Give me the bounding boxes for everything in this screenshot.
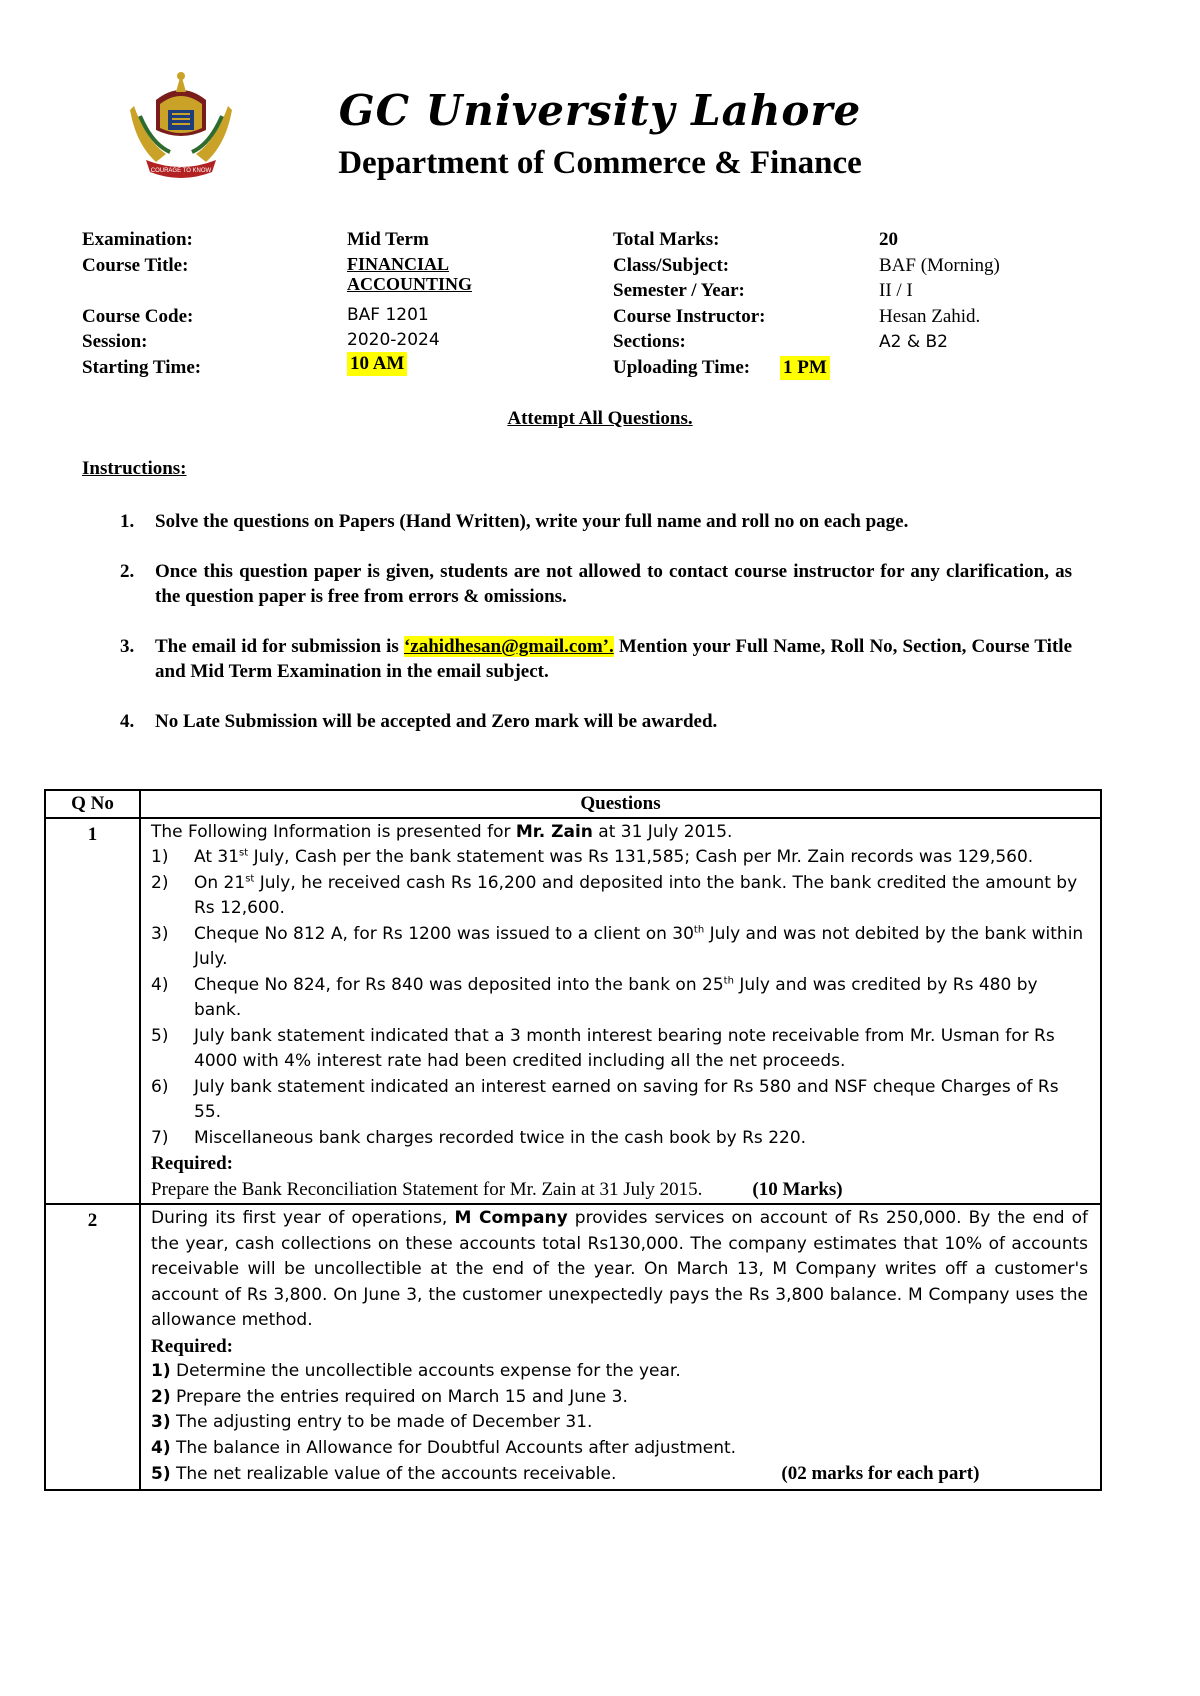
submission-email: ‘zahidhesan@gmail.com’.: [403, 636, 614, 657]
part-number: 1): [151, 1361, 171, 1381]
table-row: [45, 1204, 1101, 1490]
item-text-rest: July and was credited by Rs 480 by bank.: [194, 974, 1038, 1020]
part-text: Determine the uncollectible accounts expense for the year.: [170, 1361, 681, 1381]
item-number: 7): [151, 1127, 169, 1148]
paragraph-text: During its first year of operations,: [151, 1208, 455, 1228]
list-item: [151, 845, 1088, 871]
instructor-label: Course Instructor:: [613, 306, 766, 327]
part-text: The net realizable value of the accounts receivable.: [170, 1464, 617, 1484]
item-number: 5): [151, 1025, 169, 1046]
question-intro: [151, 820, 1088, 846]
col-header-qno: Q No: [45, 790, 140, 818]
item-text: July bank statement indicated that a 3 month interest bearing note receivable from Mr. Usman for Rs 4000 with 4% interest rate had been credited including all the net proceeds.: [194, 1025, 1055, 1071]
instruction-item: [82, 559, 1072, 609]
item-text: On 21: [194, 872, 246, 893]
semester-value: II / I: [879, 280, 913, 301]
question-body: [140, 818, 1101, 1205]
instruction-item: [82, 509, 1072, 534]
item-text-rest: July, he received cash Rs 16,200 and deposited into the bank. The bank credited the amount by Rs 12,600.: [194, 872, 1078, 918]
table-header-row: [45, 790, 1101, 818]
instruction-number: 3.: [120, 636, 135, 657]
instruction-number: 1.: [120, 511, 135, 532]
class-subject-label: Class/Subject:: [613, 255, 730, 276]
question-number: 1: [45, 818, 140, 1205]
session-label: Session:: [82, 331, 148, 352]
list-item: [151, 973, 1088, 1024]
questions-table: [44, 789, 1102, 1491]
item-text: Miscellaneous bank charges recorded twice in the cash book by Rs 220.: [194, 1127, 807, 1148]
part-number: 4): [151, 1437, 171, 1458]
instruction-item: [82, 709, 1072, 734]
semester-label: Semester / Year:: [613, 280, 745, 301]
instructions-heading: Instructions:: [82, 458, 187, 479]
question-number: 2: [45, 1204, 140, 1490]
intro-name: Mr. Zain: [515, 821, 593, 842]
question-items: [151, 845, 1088, 1151]
instruction-text-after: Mention your Full Name, Roll No, Section, Course Title and Mid Term Examination in the email subject.: [155, 636, 1072, 682]
item-text: Cheque No 812 A, for Rs 1200 was issued to a client on 30: [194, 923, 694, 944]
starting-time-label: Starting Time:: [82, 357, 202, 378]
intro-text: The Following Information is presented for: [151, 821, 516, 842]
course-title-value: FINANCIAL ACCOUNTING: [347, 254, 473, 294]
item-text: July bank statement indicated an interest earned on saving for Rs 580 and NSF cheque Charges of Rs 55.: [194, 1076, 1059, 1122]
item-number: 2): [151, 872, 169, 893]
list-item: [151, 1436, 1088, 1462]
svg-text:COURAGE TO KNOW: COURAGE TO KNOW: [150, 168, 212, 174]
question-body: [140, 1204, 1101, 1490]
required-text: Prepare the Bank Reconciliation Statement for Mr. Zain at 31 July 2015.: [151, 1178, 703, 1200]
required-text-row: [151, 1177, 1088, 1203]
examination-label: Examination:: [82, 229, 193, 250]
item-text-rest: July, Cash per the bank statement was Rs 131,585; Cash per Mr. Zain records was 129,560.: [248, 847, 1034, 867]
list-item: [151, 1385, 1088, 1411]
uploading-time-label: Uploading Time:: [613, 357, 751, 378]
list-item: [151, 1359, 1088, 1385]
item-number: 1): [151, 847, 169, 867]
uploading-time-value: 1 PM: [780, 356, 830, 380]
required-label: Required:: [151, 1153, 233, 1174]
item-text: At 31: [194, 847, 240, 867]
instruction-text: Once this question paper is given, students are not allowed to contact course instructor for any clarification, as the question paper is free from errors & omissions.: [155, 561, 1072, 607]
instruction-text-before: The email id for submission is: [155, 636, 404, 657]
item-sup: th: [693, 923, 705, 935]
part-number: 5): [151, 1464, 171, 1484]
department-title: Department of Commerce & Finance: [338, 145, 862, 181]
item-sup: th: [723, 974, 734, 986]
list-item: [151, 1024, 1088, 1075]
list-item: [151, 1461, 1088, 1488]
instruction-text: No Late Submission will be accepted and Zero mark will be awarded.: [155, 711, 718, 732]
item-sup: st: [245, 872, 255, 884]
question-paragraph: [151, 1206, 1088, 1334]
instructor-value: Hesan Zahid.: [879, 306, 981, 327]
paragraph-text-rest: provides services on account of Rs 250,000. By the end of the year, cash collections on these accounts total Rs130,000. The company estimates that 10% of accounts receivable will be uncollectible at the end of the year. On March 13, M Company writes off a customer's account of Rs 3,800. On June 3, the customer unexpectedly pays the Rs 3,800 balance. M Company uses the allowance method.: [151, 1208, 1088, 1330]
instruction-number: 4.: [120, 711, 135, 732]
part-text: The balance in Allowance for Doubtful Accounts after adjustment.: [170, 1437, 737, 1458]
list-item: [151, 871, 1088, 922]
course-code-label: Course Code:: [82, 306, 194, 327]
col-header-questions: Questions: [140, 790, 1101, 818]
part-number: 2): [151, 1386, 171, 1407]
part-text: The adjusting entry to be made of December 31.: [170, 1412, 593, 1432]
instruction-item: [82, 634, 1072, 684]
list-item: [151, 1410, 1088, 1436]
company-name: M Company: [454, 1208, 568, 1228]
instruction-text: Solve the questions on Papers (Hand Written), write your full name and roll no on each page.: [155, 511, 909, 532]
marks-label: (10 Marks): [752, 1178, 843, 1200]
total-marks-label: Total Marks:: [613, 229, 720, 250]
part-text: Prepare the entries required on March 15 and June 3.: [170, 1386, 628, 1407]
attempt-all-heading: Attempt All Questions.: [507, 408, 693, 429]
intro-date: at 31 July 2015.: [592, 821, 733, 842]
instruction-number: 2.: [120, 561, 135, 582]
marks-label: (02 marks for each part): [781, 1463, 980, 1484]
course-title-label: Course Title:: [82, 255, 189, 276]
sections-label: Sections:: [613, 331, 686, 352]
list-item: [151, 1126, 1088, 1152]
item-sup: st: [239, 847, 249, 859]
part-number: 3): [151, 1412, 171, 1432]
sections-value: A2 & B2: [879, 332, 948, 352]
item-text-rest: July and was not debited by the bank within July.: [194, 923, 1084, 969]
course-code-value: BAF 1201: [347, 305, 429, 325]
item-number: 6): [151, 1076, 169, 1097]
total-marks-value: 20: [879, 229, 898, 250]
university-title: GC University Lahore: [338, 86, 862, 135]
starting-time-value: 10 AM: [347, 352, 407, 376]
list-item: [151, 922, 1088, 973]
item-number: 4): [151, 974, 169, 995]
class-subject-value: BAF (Morning): [879, 255, 1000, 276]
examination-value: Mid Term: [347, 229, 429, 250]
instructions-list: [82, 509, 1072, 759]
list-item: [151, 1075, 1088, 1126]
session-value: 2020-2024: [347, 330, 440, 350]
university-logo: [126, 70, 236, 184]
table-row: [45, 818, 1101, 1205]
item-number: 3): [151, 923, 169, 944]
item-text: Cheque No 824, for Rs 840 was deposited into the bank on 25: [194, 974, 724, 995]
required-label: Required:: [151, 1335, 233, 1357]
